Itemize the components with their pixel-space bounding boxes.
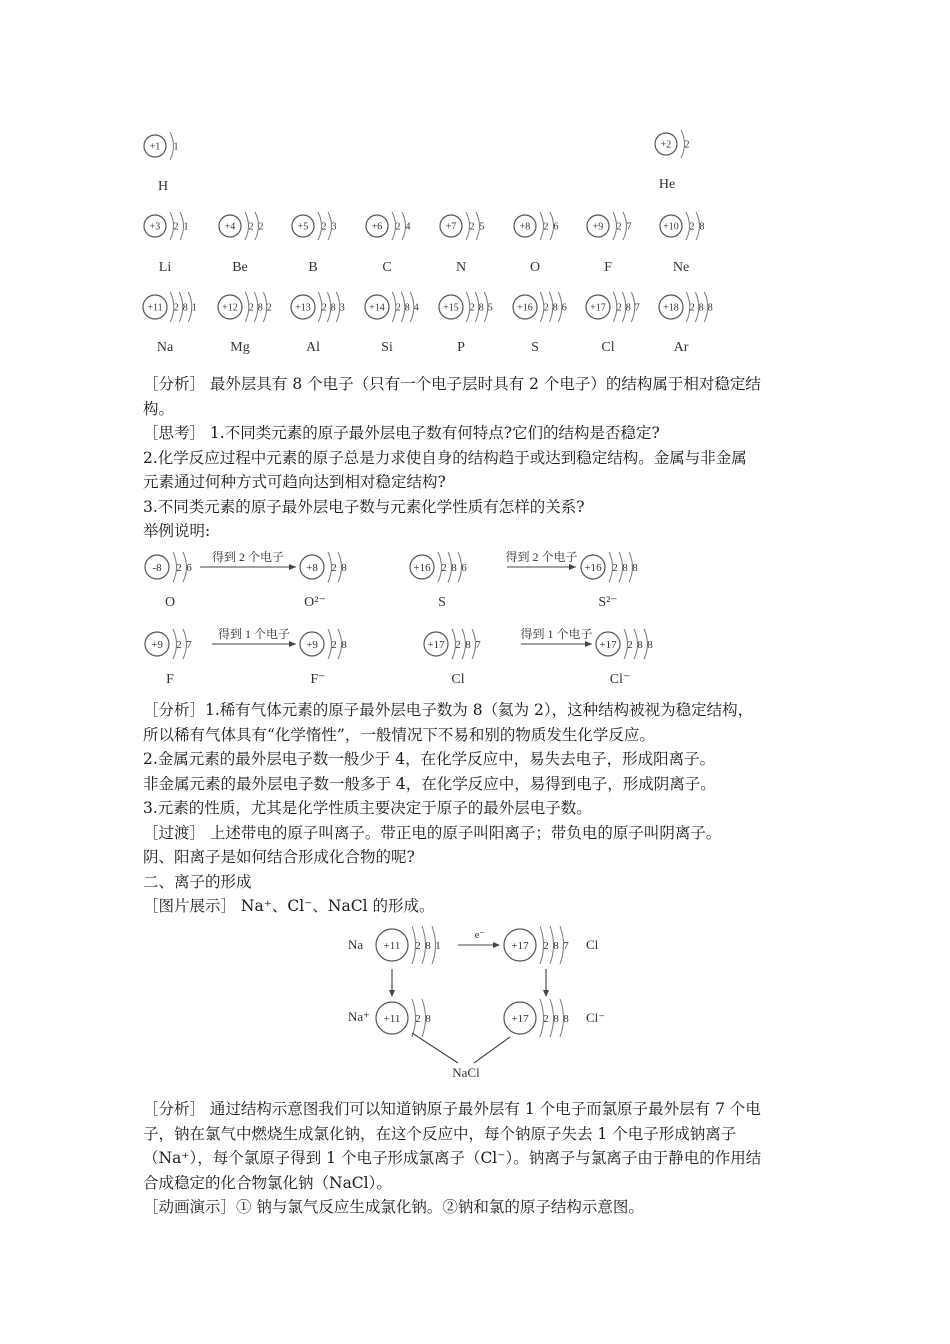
shell-electron-count: 1 [183, 221, 189, 233]
shell-electron-count: 6 [186, 561, 192, 574]
shell-electron-count: 8 [707, 302, 713, 314]
text-line: 子，钠在氯气中燃烧生成氯化钠，在这个反应中，每个钠原子失去 1 个电子形成钠离子 [143, 1124, 737, 1143]
arrow-head [493, 942, 500, 948]
nucleus-charge: +13 [295, 302, 311, 314]
element-symbol: F [166, 672, 174, 687]
text-line: 非金属元素的最外层电子数一般多于 4，在化学反应中，易得到电子，形成阴离子。 [143, 774, 716, 793]
shell-electron-count: 8 [478, 302, 484, 314]
element-symbol: S [438, 595, 446, 610]
arrow-label: 得到 2 个电子 [211, 550, 285, 564]
shell-electron-count: 2 [266, 302, 272, 314]
atom-diagram [504, 999, 569, 1037]
atom-diagram [219, 212, 264, 240]
shell-electron-count: 2 [684, 139, 690, 151]
atom-diagram [660, 212, 705, 240]
element-symbol: S [531, 340, 539, 355]
arrow-head [289, 564, 296, 570]
element-symbol: Cl [451, 672, 465, 687]
atom-diagram [410, 552, 467, 582]
ion-symbol: O²⁻ [304, 595, 326, 610]
shell-electron-count: 2 [176, 638, 182, 651]
shell-electron-count: 2 [441, 561, 447, 574]
shell-electron-count: 3 [331, 221, 337, 233]
arrow-head [569, 564, 576, 570]
shell-electron-count: 5 [487, 302, 493, 314]
text-line: ［分析］ 通过结构示意图我们可以知道钠原子最外层有 1 个电子而氯原子最外层有 7 个电 [143, 1100, 761, 1118]
text-line: 元素通过何种方式可趋向达到相对稳定结构? [143, 473, 446, 491]
element-symbol: He [658, 177, 676, 192]
shell-electron-count: 7 [634, 302, 640, 314]
shell-electron-count: 8 [553, 1012, 559, 1025]
element-symbol: Li [158, 260, 172, 275]
element-symbol: B [308, 260, 318, 275]
shell-electron-count: 2 [395, 302, 401, 314]
shell-electron-count: 2 [543, 221, 549, 233]
atom-diagram [365, 292, 419, 322]
shell-electron-count: 2 [616, 302, 622, 314]
shell-electron-count: 6 [553, 221, 559, 233]
text-line: ［动画演示］① 钠与氯气反应生成氯化钠。②钠和氯的原子结构示意图。 [143, 1198, 644, 1216]
arrow-head [585, 641, 592, 647]
nucleus-charge: +9 [306, 638, 318, 651]
shell-electron-count: 8 [622, 561, 628, 574]
shell-electron-count: 7 [186, 638, 192, 651]
atom-diagram [143, 292, 197, 322]
shell-electron-count: 8 [341, 561, 347, 574]
atom-diagram [596, 629, 653, 659]
element-symbol: N [455, 260, 467, 275]
nucleus-charge: +11 [383, 1012, 401, 1025]
shell-electron-count: 2 [173, 221, 179, 233]
nucleus-charge: +17 [511, 939, 529, 952]
shell-electron-count: 2 [612, 561, 618, 574]
nucleus-charge: +5 [297, 221, 309, 233]
text-line: 构。 [143, 399, 175, 418]
combine-line [412, 1033, 458, 1063]
shell-electron-count: 7 [563, 939, 569, 952]
nucleus-charge: +16 [517, 302, 533, 314]
shell-electron-count: 4 [405, 221, 411, 233]
nucleus-charge: +11 [147, 302, 163, 314]
shell-electron-count: 3 [339, 302, 345, 314]
nucleus-charge: +10 [663, 221, 679, 233]
shell-electron-count: 8 [257, 302, 263, 314]
nucleus-charge: +8 [306, 561, 318, 574]
shell-electron-count: 1 [435, 939, 441, 952]
arrow-head [389, 990, 395, 997]
shell-electron-count: 2 [258, 221, 264, 233]
shell-electron-count: 2 [627, 638, 633, 651]
shell-electron-count: 2 [331, 638, 337, 651]
shell-electron-count: 8 [647, 638, 653, 651]
atom-diagram [424, 629, 481, 659]
electron-label: e⁻ [474, 929, 486, 941]
shell-electron-count: 8 [553, 939, 559, 952]
shell-electron-count: 6 [561, 302, 567, 314]
atom-diagram [504, 926, 569, 964]
nucleus-charge: +8 [519, 221, 531, 233]
arrow-head [543, 990, 549, 997]
shell-electron-count: 2 [455, 638, 461, 651]
nucleus-charge: +2 [660, 139, 672, 151]
element-symbol: O [164, 595, 176, 610]
atom-diagram [587, 212, 632, 240]
shell-electron-count: 6 [461, 561, 467, 574]
text-line: 2.金属元素的最外层电子数一般少于 4，在化学反应中，易失去电子，形成阳离子。 [143, 750, 716, 768]
atom-diagram [366, 212, 411, 240]
element-symbol: Si [381, 340, 393, 355]
text-line: 所以稀有气体具有“化学惰性”，一般情况下不易和别的物质发生化学反应。 [143, 725, 655, 744]
nucleus-charge: +17 [590, 302, 606, 314]
shell-electron-count: 2 [689, 302, 695, 314]
shell-electron-count: 8 [404, 302, 410, 314]
element-symbol: Ar [673, 340, 689, 355]
arrow-label: 得到 1 个电子 [520, 627, 593, 641]
nucleus-charge: -8 [152, 561, 162, 574]
text-line: ［过渡］ 上述带电的原子叫离子。带正电的原子叫阳离子；带负电的原子叫阴离子。 [143, 823, 722, 842]
shell-electron-count: 2 [415, 1012, 421, 1025]
section-heading: 阴、阳离子是如何结合形成化合物的呢? [143, 848, 415, 866]
text-line: 举例说明: [143, 522, 211, 540]
atom-diagram [300, 629, 347, 659]
nucleus-charge: +1 [149, 141, 161, 153]
shell-electron-count: 8 [563, 1012, 569, 1025]
shell-electron-count: 8 [465, 638, 471, 651]
nucleus-charge: +4 [224, 221, 236, 233]
element-symbol: Cl [601, 340, 615, 355]
atom-diagram [218, 292, 272, 322]
ion-formation-figure [140, 543, 680, 695]
analysis-text-block-2 [143, 698, 823, 919]
shell-electron-count: 2 [469, 302, 475, 314]
shell-electron-count: 5 [479, 221, 485, 233]
nucleus-charge: +3 [149, 221, 161, 233]
nucleus-charge: +9 [592, 221, 604, 233]
section-heading: 二、离子的形成 [143, 872, 252, 891]
shell-electron-count: 2 [469, 221, 475, 233]
nucleus-charge: +11 [383, 939, 401, 952]
combine-line [474, 1037, 510, 1063]
text-line: 3.元素的性质，尤其是化学性质主要决定于原子的最外层电子数。 [143, 799, 592, 817]
chlorine-label: Cl [586, 937, 599, 952]
element-symbol: Mg [230, 340, 250, 355]
shell-electron-count: 2 [415, 939, 421, 952]
shell-electron-count: 2 [173, 302, 179, 314]
atom-diagram [659, 292, 713, 322]
element-symbol: P [457, 340, 465, 355]
shell-electron-count: 4 [413, 302, 419, 314]
shell-electron-count: 8 [341, 638, 347, 651]
atom-diagram [292, 212, 337, 240]
atom-diagram [145, 629, 192, 659]
atom-diagram [513, 292, 567, 322]
shell-electron-count: 2 [543, 939, 549, 952]
atom-diagram [300, 552, 347, 582]
nucleus-charge: +17 [599, 638, 617, 651]
shell-electron-count: 8 [637, 638, 643, 651]
atom-diagram [145, 552, 192, 582]
arrow-label: 得到 1 个电子 [217, 627, 291, 641]
atom-diagram [376, 999, 431, 1037]
atom-diagram [376, 926, 441, 964]
shell-electron-count: 1 [191, 302, 197, 314]
sodium-label: Na [348, 937, 364, 952]
analysis-text-block-3 [143, 1097, 823, 1220]
analysis-text-block-1 [143, 372, 823, 544]
text-line: ［分析］ 最外层具有 8 个电子（只有一个电子层时具有 2 个电子）的结构属于相对稳定结 [143, 375, 761, 393]
ion-symbol: F⁻ [310, 672, 326, 687]
atom-diagram [439, 292, 493, 322]
shell-electron-count: 8 [698, 302, 704, 314]
text-line: 合成稳定的化合物氯化钠（NaCl）。 [143, 1173, 392, 1192]
atom-diagram [586, 292, 640, 322]
shell-electron-count: 8 [632, 561, 638, 574]
text-line: ［图片展示］ Na⁺、Cl⁻、NaCl 的形成。 [143, 897, 435, 915]
shell-electron-count: 8 [552, 302, 558, 314]
sodium-ion-label: Na⁺ [348, 1009, 371, 1024]
shell-electron-count: 2 [321, 221, 327, 233]
shell-electron-count: 2 [543, 302, 549, 314]
text-line: 2.化学反应过程中元素的原子总是力求使自身的结构趋于或达到稳定结构。金属与非金属 [143, 448, 747, 467]
element-symbol: O [529, 260, 541, 275]
element-symbol: F [604, 260, 612, 275]
nucleus-charge: +14 [369, 302, 385, 314]
nucleus-charge: +7 [445, 221, 457, 233]
atom-diagram [440, 212, 485, 240]
nucleus-charge: +12 [222, 302, 238, 314]
text-line: ［思考］ 1.不同类元素的原子最外层电子数有何特点?它们的结构是否稳定? [143, 424, 660, 442]
nucleus-charge: +17 [511, 1012, 529, 1025]
shell-electron-count: 8 [425, 1012, 431, 1025]
shell-electron-count: 8 [182, 302, 188, 314]
atom-diagram [144, 212, 189, 240]
atom-diagram [144, 132, 179, 160]
product-label: NaCl [452, 1065, 480, 1080]
nucleus-charge: +16 [584, 561, 602, 574]
shell-electron-count: 2 [543, 1012, 549, 1025]
ion-symbol: Cl⁻ [609, 672, 631, 687]
nucleus-charge: +6 [371, 221, 383, 233]
element-symbol: H [157, 179, 169, 194]
shell-electron-count: 2 [395, 221, 401, 233]
nucleus-charge: +16 [413, 561, 431, 574]
shell-electron-count: 2 [248, 302, 254, 314]
text-line: （Na⁺），每个氯原子得到 1 个电子形成氯离子（Cl⁻）。钠离子与氯离子由于静电的作用结 [143, 1149, 762, 1167]
text-line: ［分析］1.稀有气体元素的原子最外层电子数为 8（氦为 2），这种结构被视为稳定结构， [143, 701, 754, 719]
atomic-structure-figure [135, 120, 735, 365]
shell-electron-count: 2 [331, 561, 337, 574]
shell-electron-count: 8 [699, 221, 705, 233]
shell-electron-count: 8 [425, 939, 431, 952]
element-symbol: C [382, 260, 392, 275]
shell-electron-count: 7 [475, 638, 481, 651]
element-symbol: Na [156, 340, 174, 355]
atom-diagram [514, 212, 559, 240]
element-symbol: Al [306, 340, 320, 355]
chloride-ion-label: Cl⁻ [586, 1010, 606, 1025]
atom-diagram [655, 130, 690, 158]
element-symbol: Be [232, 260, 248, 275]
nucleus-charge: +18 [663, 302, 679, 314]
arrow-head [289, 641, 296, 647]
shell-electron-count: 2 [321, 302, 327, 314]
shell-electron-count: 8 [330, 302, 336, 314]
atom-diagram [581, 552, 638, 582]
atom-diagram [291, 292, 345, 322]
shell-electron-count: 2 [176, 561, 182, 574]
element-symbol: Ne [672, 260, 690, 275]
shell-electron-count: 8 [451, 561, 457, 574]
shell-electron-count: 7 [626, 221, 632, 233]
arrow-label: 得到 2 个电子 [505, 550, 578, 564]
nacl-formation-figure [340, 925, 620, 1085]
shell-electron-count: 8 [625, 302, 631, 314]
shell-electron-count: 2 [689, 221, 695, 233]
ion-symbol: S²⁻ [598, 595, 618, 610]
nucleus-charge: +17 [427, 638, 445, 651]
text-line: 3.不同类元素的原子最外层电子数与元素化学性质有怎样的关系? [143, 497, 585, 516]
shell-electron-count: 2 [616, 221, 622, 233]
shell-electron-count: 2 [248, 221, 254, 233]
shell-electron-count: 1 [173, 141, 179, 153]
nucleus-charge: +15 [443, 302, 459, 314]
nucleus-charge: +9 [151, 638, 163, 651]
